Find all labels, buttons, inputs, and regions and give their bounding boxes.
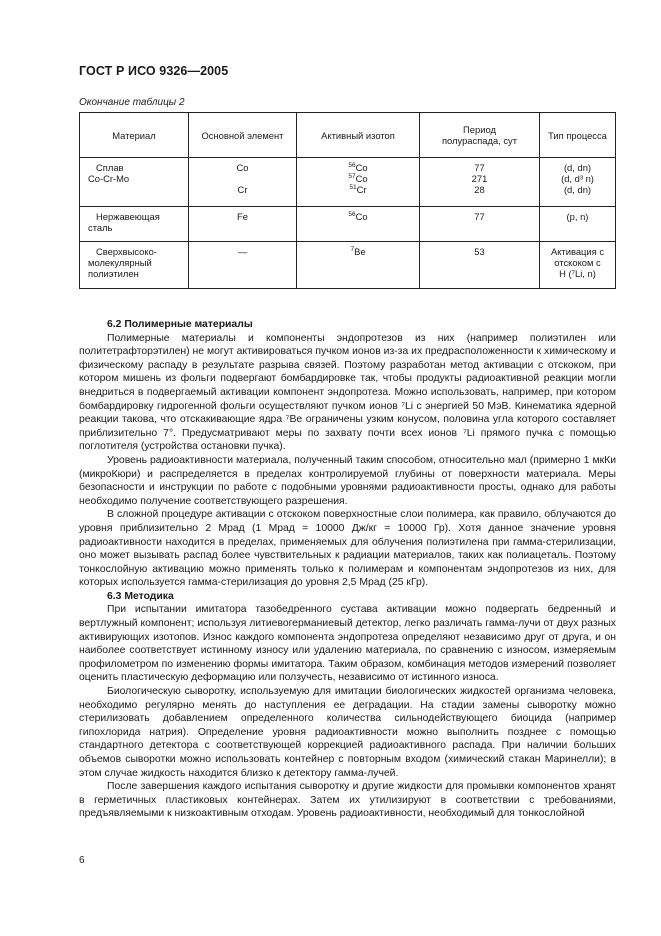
table-row <box>80 207 616 242</box>
col-header-material: Материал <box>80 113 189 158</box>
document-title: ГОСТ Р ИСО 9326—2005 <box>79 64 229 78</box>
cell-process: Активация с отскоком с H (⁷Li, n) <box>540 242 616 289</box>
cell-isotope: $^7$Be <box>297 242 420 289</box>
cell-process: (d, dn) (d, d³ n) (d, dn) <box>540 158 616 207</box>
paragraph: При испытании имитатора тазобедренного сустава активации можно подвергать бедренный и вертлужный компонент; используя литиевогерманиевый детектор, легко различать гамма-лучи от двух разных активирующих изотопов. Износ каждого компонента эндопротеза определяют независимо друг от друга, и он наиболее соответствует истинному износу или удалению материала, по сравнению с износом, измеряемым профилометром по изменению формы имитатора. Таким образом, комбинация методов измерений позволяет оценить пластическую деформацию или ползучесть, независимо от истинного износа. <box>79 604 616 684</box>
cell-halflife: 53 <box>420 242 540 289</box>
cell-element: — <box>189 242 297 289</box>
col-header-process: Тип процесса <box>540 113 616 158</box>
isotope-table <box>79 112 616 289</box>
section-heading: 6.3 Методика <box>107 590 174 602</box>
cell-element: Co Cr <box>189 158 297 207</box>
section-heading: 6.2 Полимерные материалы <box>107 319 253 330</box>
table-row <box>80 242 616 289</box>
cell-isotope: $^{56}$Co <box>297 207 420 242</box>
col-header-isotope: Активный изотоп <box>297 113 420 158</box>
paragraph: После завершения каждого испытания сыворотку и другие жидкости для промывки компонентов хранят в герметичных пластиковых контейнерах. Затем их утилизируют в соответствии с требованиями, предъявляемыми к низкоактивным отходам. Уровень радиоактивности, необходимый для тонкослойной <box>79 781 616 820</box>
cell-halflife: 77 <box>420 207 540 242</box>
document-body <box>79 318 616 821</box>
table-header-row <box>80 113 616 158</box>
cell-isotope: $^{56}$Co $^{57}$Co $^{51}$Cr <box>297 158 420 207</box>
paragraph: Полимерные материалы и компоненты эндопротезов из них (например полиэтилен или политетрафторэтилен) не могут активироваться пучком ионов из-за их предрасположенности к химическому и физическому распаду в результате разрыва связей. Поэтому разработан метод активации с отскоком, при котором мишень из фольги подвергают бомбардировке так, чтобы продукты радиоактивной реакции могли внедриться в подвергаемый активации компонент эндопротеза. Можно использовать, например, при котором бомбардировку гидрогенной фольги осуществляют пучком ионов ⁷Li с энергией 50 МэВ. Кинематика ядерной реакции такова, что отскакивающие ядра ⁷Be ограничены узким конусом, половина угла которого составляет приблизительно 7°. Предусматривают меры по захвату почти всех ионов ⁷Li прямого пучка с помощью поглотителя (устройства остановки пучка). <box>79 332 616 453</box>
paragraph: Биологическую сыворотку, используемую для имитации биологических жидкостей организма человека, необходимо регулярно менять до наступления ее деградации. На стадии замены сыворотку можно стерилизовать добавлением определенного количества сильнодействующего биоцида (например гипохлорида натрия). Определение уровня радиоактивности можно выполнить позднее с помощью стандартного детектора с соответствующей коррекцией радиоактивного распада. При наличии больших объемов сыворотки можно использовать контейнер с повторным входом (химический стакан Маринелли); в этом случае жидкость находится близко к детектору гамма-лучей. <box>79 686 616 779</box>
page-number: 6 <box>79 855 85 866</box>
table-row <box>80 158 616 207</box>
cell-element: Fe <box>189 207 297 242</box>
cell-process: (p, n) <box>540 207 616 242</box>
cell-halflife: 77 271 28 <box>420 158 540 207</box>
paragraph: Уровень радиоактивности материала, полученный таким способом, относительно мал (примерно 1 мкКи (микроКюри) и распределяется в пределах контролируемой глубины от поверхности материала. Меры безопасности и инструкции по работе с подобными уровнями радиоактивности просты, однако для работы необходимо получение соответствующего разрешения. <box>79 454 616 507</box>
cell-material: Нержавеющая сталь <box>80 207 189 242</box>
table-caption: Окончание таблицы 2 <box>79 97 185 108</box>
cell-material: Сплав Co-Cr-Mo <box>80 158 189 207</box>
paragraph: В сложной процедуре активации с отскоком поверхностные слои полимера, как правило, облучаются до уровня приблизительно 2 Мрад (1 Мрад = 10000 Дж/кг = 10000 Гр). Хотя данное значение уровня радиоактивности находится в пределах, применяемых для облучения полиэтилена при гамма-стерилизации, оно может вызывать распад более чувствительных к радиации материалов, таких как полиацеталь. Поэтому тонкослойную активацию можно применять только к полимерам и компонентам эндопротезов из них, для которых используется гамма-стерилизация до уровня 2,5 Мрад (25 кГр). <box>79 509 616 589</box>
col-header-halflife: Период полураспада, сут <box>420 113 540 158</box>
col-header-element: Основной элемент <box>189 113 297 158</box>
cell-material: Сверхвысоко- молекулярный полиэтилен <box>80 242 189 289</box>
